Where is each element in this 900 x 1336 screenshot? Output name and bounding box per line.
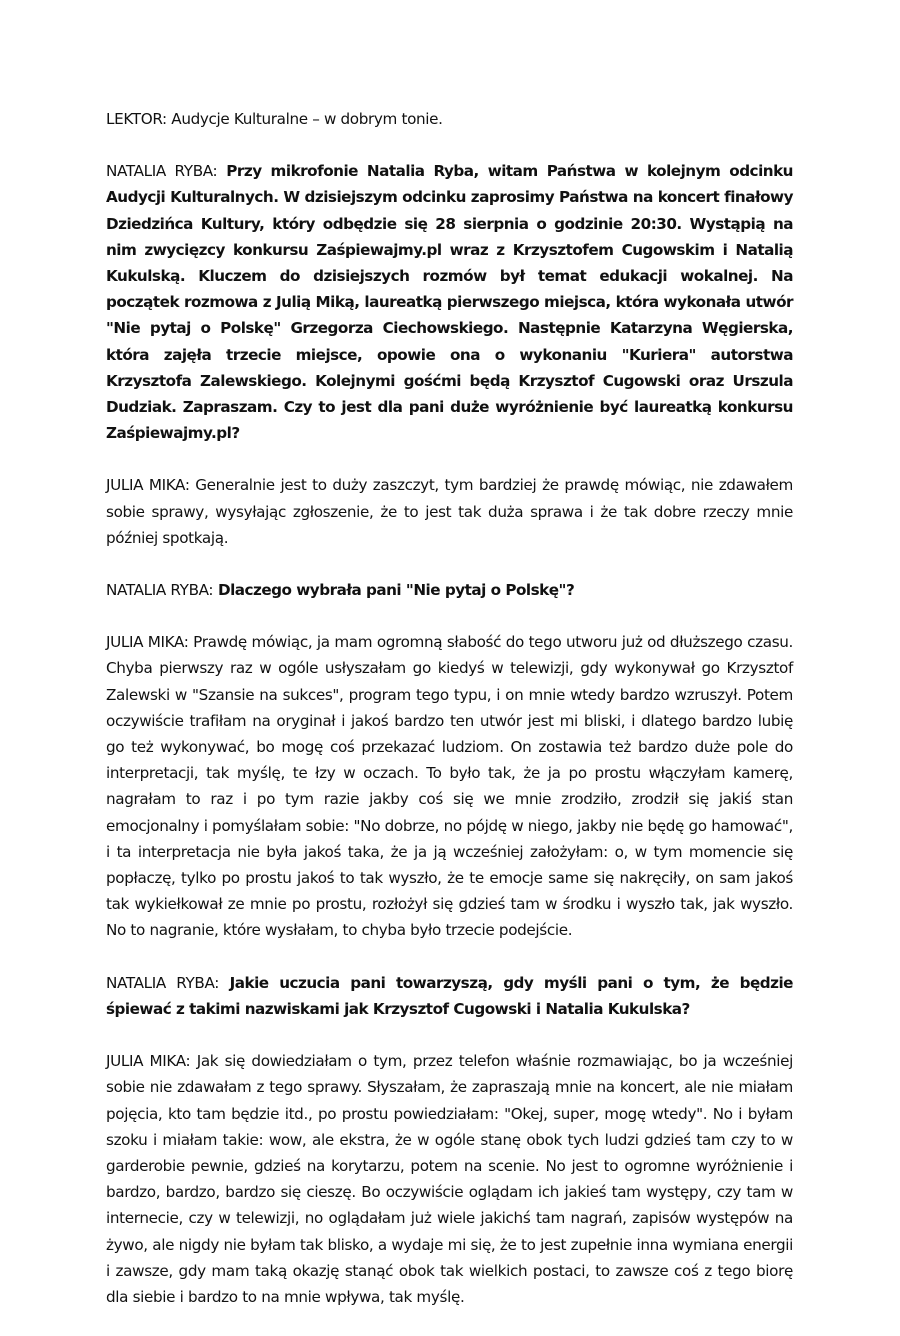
- paragraph-text: Jakie uczucia pani towarzyszą, gdy myśli pani o tym, że będzie śpiewać z takimi nazwiskami jak Krzysztof Cugowski i Natalia Kukulska?: [106, 973, 793, 1018]
- speaker-label: NATALIA RYBA:: [106, 581, 214, 600]
- paragraph-lektor: [106, 106, 793, 132]
- paragraph-text: Audycje Kulturalne – w dobrym tonie.: [166, 110, 443, 128]
- paragraph-guest-answer: [106, 472, 793, 551]
- paragraph-text: Generalnie jest to duży zaszczyt, tym bardziej że prawdę mówiąc, nie zdawałem sobie sprawy, wysyłając zgłoszenie, że to jest tak duża sprawa i że tak dobre rzeczy mnie później spotkają.: [106, 476, 793, 547]
- transcript-page: [106, 106, 793, 1336]
- paragraph-text: Prawdę mówiąc, ja mam ogromną słabość do tego utworu już od dłuższego czasu. Chyba pierwszy raz w ogóle usłyszałam go kiedyś w telewizji, gdy wykonywał go Krzysztof Zalewski w "Szansie na sukces", program tego typu, i on mnie wtedy bardzo wzruszył. Potem oczywiście trafiłam na oryginał i jakoś bardzo ten utwór jest mi bliski, i dlatego bardzo lubię go też wykonywać, bo mogę coś przekazać ludziom. On zostawia też bardzo duże pole do interpretacji, tak myślę, te łzy w oczach. To było tak, że ja po prostu włączyłam kamerę, nagrałam to raz i po tym razie jakby coś się we mnie zrodziło, zrodził się jakiś stan emocjonalny i pomyślałam sobie: "No dobrze, no pójdę w niego, jakby nie będę go hamować", i ta interpretacja nie była jakoś taka, że ja ją wcześniej założyłam: o, w tym momencie się popłaczę, tylko po prostu jakoś to tak wyszło, że te emocje same się nakręciły, on sam jakoś tak wykiełkował ze mnie po prostu, rozłożył się gdzieś tam w środku i wyszło tak, jak wyszło. No to nagranie, które wysłałam, to chyba było trzecie podejście.: [106, 633, 794, 940]
- speaker-label: LEKTOR:: [106, 110, 167, 128]
- speaker-label: JULIA MIKA:: [106, 1052, 191, 1071]
- speaker-label: NATALIA RYBA:: [106, 162, 218, 181]
- paragraph-text: Dlaczego wybrała pani "Nie pytaj o Polskę"?: [213, 581, 575, 600]
- paragraph-text: Przy mikrofonie Natalia Ryba, witam Państwa w kolejnym odcinku Audycji Kulturalnych. W dzisiejszym odcinku zaprosimy Państwa na koncert finałowy Dziedzińca Kultury, który odbędzie się 28 sierpnia o godzinie 20:30. Wystąpią na nim zwycięzcy konkursu Zaśpiewajmy.pl wraz z Krzysztofem Cugowskim i Natalią Kukulską. Kluczem do dzisiejszych rozmów był temat edukacji wokalnej. Na początek rozmowa z Julią Miką, laureatką pierwszego miejsca, która wykonała utwór "Nie pytaj o Polskę" Grzegorza Ciechowskiego. Następnie Katarzyna Węgierska, która zajęła trzecie miejsce, opowie ona o wykonaniu "Kuriera" autorstwa Krzysztofa Zalewskiego. Kolejnymi gośćmi będą Krzysztof Cugowski oraz Urszula Dudziak. Zapraszam. Czy to jest dla pani duże wyróżnienie być laureatką konkursu Zaśpiewajmy.pl?: [106, 162, 793, 443]
- paragraph-interviewer-question: [106, 577, 793, 603]
- paragraph-guest-answer: [106, 629, 793, 943]
- paragraph-text: Jak się dowiedziałam o tym, przez telefon właśnie rozmawiając, bo ja wcześniej sobie nie zdawałam z tego sprawy. Słyszałam, że zapraszają mnie na koncert, ale nie miałam pojęcia, kto tam będzie itd., po prostu powiedziałam: "Okej, super, mogę wtedy". No i byłam szoku i miałam takie: wow, ale ekstra, że w ogóle stanę obok tych ludzi gdzieś tam czy to w garderobie pewnie, gdzieś na korytarzu, potem na scenie. No jest to ogromne wyróżnienie i bardzo, bardzo, bardzo się cieszę. Bo oczywiście oglądam ich jakieś tam występy, czy tam w internecie, czy w telewizji, no oglądałam już wiele jakichś tam nagrań, zapisów występów na żywo, ale nigdy nie byłam tak blisko, a wydaje mi się, że to jest zupełnie inna wymiana energii i zawsze, gdy mam taką okazję stanąć obok tak wielkich postaci, to zawsze coś z tego biorę dla siebie i bardzo to na mnie wpływa, tak myślę.: [106, 1052, 793, 1306]
- paragraph-guest-answer: [106, 1048, 793, 1310]
- speaker-label: JULIA MIKA:: [106, 476, 190, 495]
- speaker-label: NATALIA RYBA:: [106, 973, 219, 992]
- paragraph-interviewer-question: [106, 970, 793, 1022]
- paragraph-interviewer-intro: [106, 158, 793, 446]
- speaker-label: JULIA MIKA:: [106, 633, 189, 652]
